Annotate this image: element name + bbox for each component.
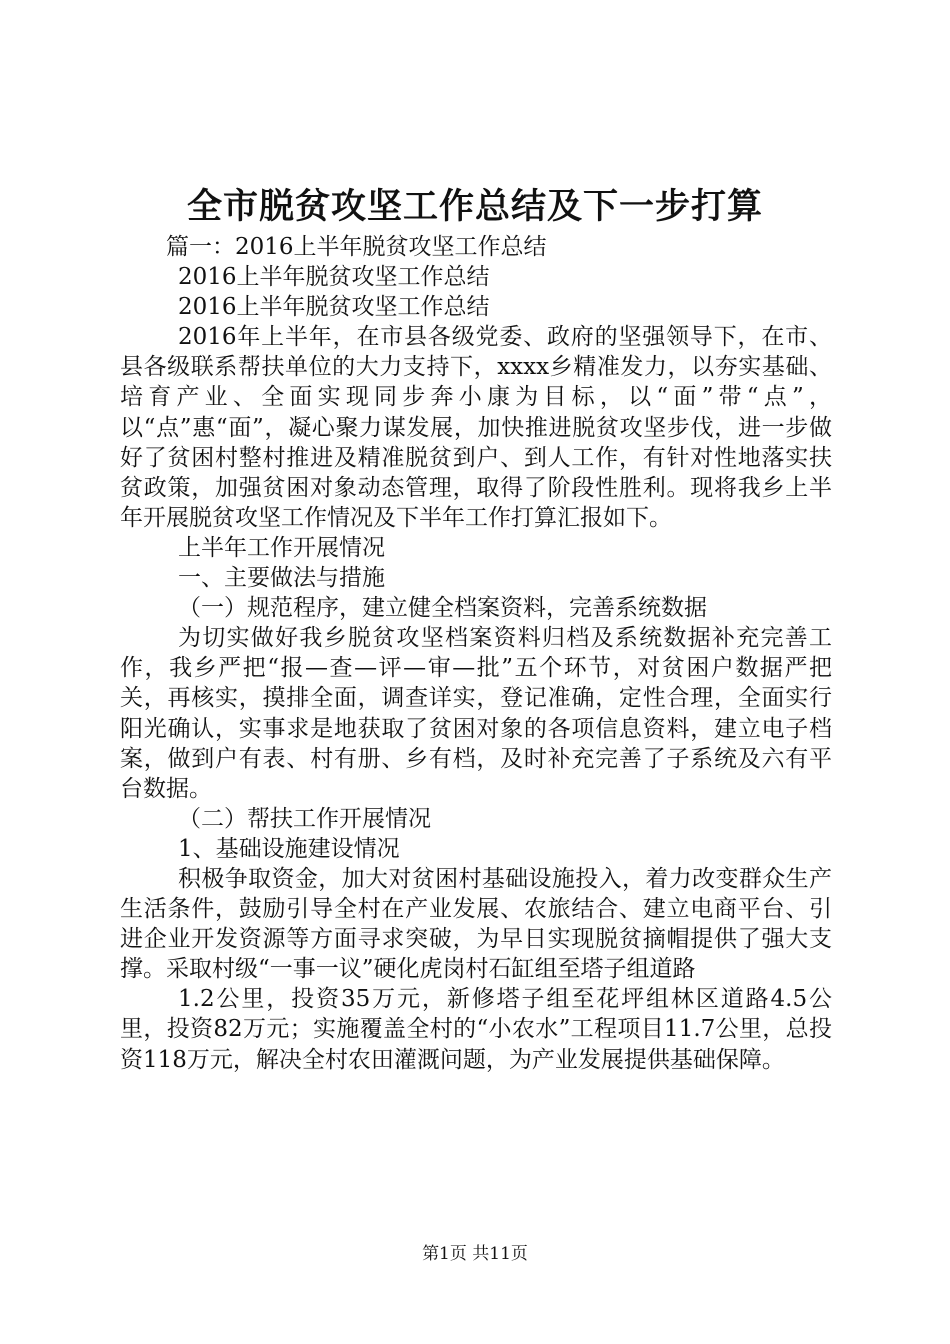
article-heading: 篇一：2016上半年脱贫攻坚工作总结 [166, 234, 547, 260]
intro-paragraph: 2016年上半年，在市县各级党委、政府的坚强领导下，在市、县各级联系帮扶单位的大力支持下，xxxx乡精准发力，以夯实基础、培育产业、全面实现同步奔小康为目标，以“面”带“点”，以“点”惠“面”，凝心聚力谋发展，加快推进脱贫攻坚步伐，进一步做好了贫困村整村推进及精准脱贫到户、到人工作，有针对性地落实扶贫政策，加强贫困对象动态管理，取得了阶段性胜利。现将我乡上半年开展脱贫攻坚工作情况及下半年工作打算汇报如下。 [120, 324, 832, 531]
subsection-heading: （一）规范程序，建立健全档案资料，完善系统数据 [178, 595, 707, 622]
document-body [120, 232, 832, 1075]
body-paragraph: 积极争取资金，加大对贫困村基础设施投入，着力改变群众生产生活条件，鼓励引导全村在产业发展、农旅结合、建立电商平台、引进企业开发资源等方面寻求突破，为早日实现脱贫摘帽提供了强大支撑。采取村级“一事一议”硬化虎岗村石缸组至塔子组道路 [120, 865, 832, 983]
section-heading: 一、主要做法与措施 [178, 565, 385, 592]
item-heading: 1、基础设施建设情况 [178, 835, 400, 862]
subsection-heading: （二）帮扶工作开展情况 [178, 805, 431, 832]
section-heading: 上半年工作开展情况 [178, 534, 385, 561]
article-subtitle: 2016上半年脱贫攻坚工作总结 [178, 264, 490, 291]
page-footer: 第1页 共11页 [422, 1244, 528, 1264]
body-paragraph: 为切实做好我乡脱贫攻坚档案资料归档及系统数据补充完善工作，我乡严把“报—查—评—审—批”五个环节，对贫困户数据严把关，再核实，摸排全面，调查详实，登记准确，定性合理，全面实行阳光确认，实事求是地获取了贫困对象的各项信息资料，建立电子档案，做到户有表、村有册、乡有档，及时补充完善了子系统及六有平台数据。 [120, 625, 832, 802]
document-title: 全市脱贫攻坚工作总结及下一步打算 [186, 186, 763, 227]
body-paragraph: 1.2公里，投资35万元，新修塔子组至花坪组林区道路4.5公里，投资82万元；实施覆盖全村的“小农水”工程项目11.7公里，总投资118万元，解决全村农田灌溉问题，为产业发展提供基础保障。 [120, 986, 832, 1073]
article-subtitle-repeat: 2016上半年脱贫攻坚工作总结 [178, 294, 490, 321]
